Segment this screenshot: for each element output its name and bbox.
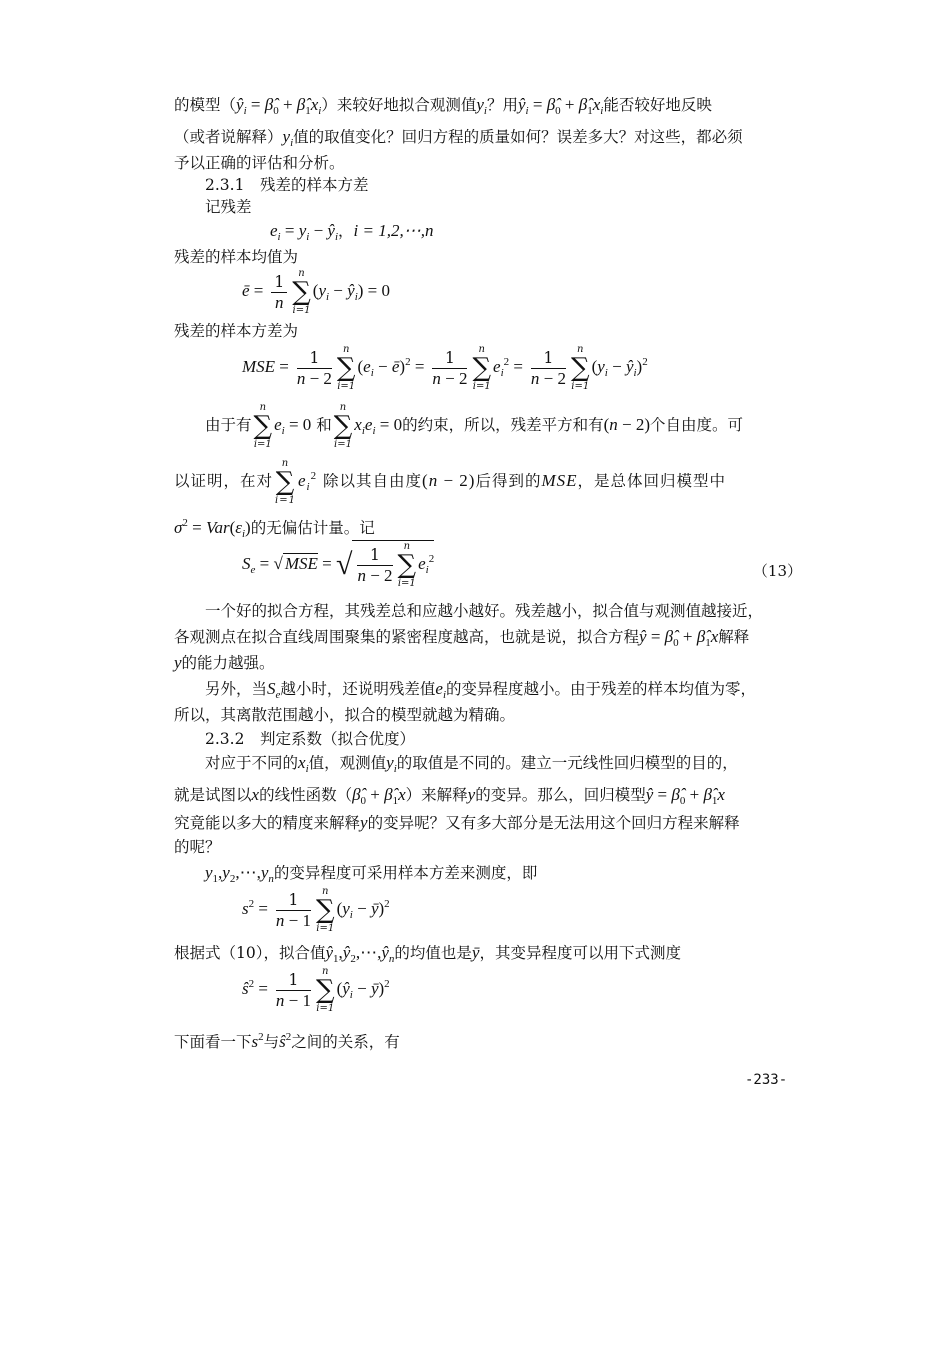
text-fragment: ）来较好地拟合观测值 xyxy=(321,96,477,114)
math-inline: $ŷ_i$ = $\betâ_0$ + $\betâ_1x_i$ xyxy=(236,95,322,117)
text-fragment: 另外，当 xyxy=(205,680,268,698)
text-fragment: 的取值是不同的。建立一元线性回归模型的目的， xyxy=(396,754,738,772)
text-line: 所以，其离散范围越小，拟合的模型就越为精确。 xyxy=(174,706,516,724)
text-line: 由于有 n ∑ i=1 $e_i = 0$ 和 n ∑ i=1 $x_ie_i = 0$的约束，所以，残差平方和有(n − 2)个自由度。可 xyxy=(205,402,744,450)
text-line: 的呢？ xyxy=(174,838,221,856)
text-fragment: 究竟能以多大的精度来解释 xyxy=(174,814,361,832)
text-fragment: ，是总体回归模型中 xyxy=(577,472,727,490)
text-line: $\sigma^2 = Var(\varepsilon_i)$的无偏估计量。记 xyxy=(174,517,375,540)
text-fragment: 根据式（10），拟合值 xyxy=(174,944,326,962)
text-line: $y_1,y_2,\cdots,y_n$的变异程度可采用样本方差来测度，即 xyxy=(205,863,538,885)
text-fragment: 除以其自由度 xyxy=(323,472,423,490)
text-fragment: ）来解释 xyxy=(405,786,468,804)
text-fragment: 以证明，在对 xyxy=(174,472,274,490)
text-line: 一个好的拟合方程，其残差总和应越小越好。残差越小，拟合值与观测值越接近， xyxy=(205,602,764,620)
text-line: 残差的样本方差为 xyxy=(174,322,299,340)
text-line: 另外，当$S_e$越小时，还说明残差值$e_i$的变异程度越小。由于残差的样本均值为零， xyxy=(205,679,757,701)
text-line xyxy=(174,126,804,154)
text-line: 究竟能以多大的精度来解释y的变异呢？又有多大部分是无法用这个回归方程来解释 xyxy=(174,813,740,832)
equation-residual: $e_i = y_i$ − $ŷ_i$，i = 1,2,⋯,n xyxy=(270,221,434,243)
text-fragment: ？用 xyxy=(486,96,518,114)
text-fragment: 下面看一下 xyxy=(174,1033,252,1051)
text-line: 以证明，在对 n ∑ i=1 $e_i^2$ 除以其自由度(n − 2)后得到的MSE，是总体回归模型中 xyxy=(174,458,727,506)
text-fragment: 的变异呢？又有多大部分是无法用这个回归方程来解释 xyxy=(367,814,740,832)
text-fragment: 个自由度。可 xyxy=(650,416,744,434)
text-fragment: 的变异。那么，回归模型 xyxy=(475,786,646,804)
text-fragment: 的约束，所以，残差平方和有 xyxy=(402,416,604,434)
equation-mean: ē = $\frac{1}{n}$ n ∑ i=1 ($y_i$ − $ŷ_i) = 0$ xyxy=(242,268,390,316)
text-fragment: 值的取值变化？回归方程的质量如何？误差多大？对这些，都必须 xyxy=(293,128,743,146)
text-fragment: 能否较好地反映 xyxy=(603,96,712,114)
text-fragment: 的变异程度越小。由于残差的样本均值为零， xyxy=(446,680,757,698)
equation-number: （13） xyxy=(752,562,802,580)
text-fragment: 和 xyxy=(316,416,332,434)
math-inline: $y_i$ xyxy=(476,95,487,117)
text-fragment: 的无偏估计量。记 xyxy=(250,519,375,537)
text-fragment: 的均值也是 xyxy=(394,944,472,962)
text-fragment: 就是试图以 xyxy=(174,786,252,804)
text-fragment: 的变异程度可采用样本方差来测度，即 xyxy=(273,864,538,882)
text-line xyxy=(174,94,804,122)
text-fragment: 的模型（ xyxy=(174,96,237,114)
equation-shat2: $ŝ^2$ = $\frac{1}{n - 1}$ n ∑ i=1 ($ŷ_i$ − ȳ)$^2$ xyxy=(242,966,390,1014)
text-line: 记残差 xyxy=(205,198,252,216)
equation-mse: MSE = $\frac{1}{n - 2}$ n ∑ i=1 ($e_i$ − ē)$^2$ = $\frac{1}{n - 2}$ n ∑ i=1 $e_i^2$ = $\frac{1}{n - 2}$ n ∑ i=1 ($y_i$ − $ŷ_i)^2$ xyxy=(242,344,648,392)
text-line: 各观测点在拟合直线周围聚集的紧密程度越高，也就是说，拟合方程ŷ = $\betâ_0$ + $\betâ_1x$解释 xyxy=(174,627,750,649)
text-fragment: 与 xyxy=(263,1033,280,1051)
text-line: 予以正确的评估和分析。 xyxy=(174,154,345,172)
text-line: 就是试图以x的线性函数（$\betâ_0$ + $\betâ_1x$）来解释y的变异。那么，回归模型ŷ = $\betâ_0$ + $\betâ_1x$ xyxy=(174,785,725,807)
text-fragment: （或者说解释） xyxy=(174,128,283,146)
text-fragment: 之间的关系，有 xyxy=(291,1033,400,1051)
text-fragment: 后得到的 xyxy=(475,472,542,490)
text-fragment: ，其变异程度可以用下式测度 xyxy=(479,944,681,962)
text-line: 对应于不同的$x_i$值，观测值$y_i$的取值是不同的。建立一元线性回归模型的目的， xyxy=(205,753,738,775)
math-inline: $ŷ_i$ = $\betâ_0$ + $\betâ_1x_i$ xyxy=(518,95,604,117)
equation-13: $S_e$ = √ MSE = √ $\frac{1}{n - 2}$ n ∑ i=1 $e_i^2$ xyxy=(242,541,435,589)
text-line: 下面看一下$s^2$与$ŝ^2$之间的关系，有 xyxy=(174,1031,400,1051)
text-fragment: 各观测点在拟合直线周围聚集的紧密程度越高，也就是说，拟合方程 xyxy=(174,628,640,646)
text-line: y的能力越强。 xyxy=(174,653,275,672)
math-inline: $y_i$ xyxy=(282,127,294,149)
text-fragment: 对应于不同的 xyxy=(205,754,299,772)
text-fragment: 越小时，还说明残差值 xyxy=(280,680,436,698)
text-line: 残差的样本均值为 xyxy=(174,248,299,266)
text-fragment: 解释 xyxy=(718,628,750,646)
page-number: -233- xyxy=(745,1072,788,1088)
text-fragment: 的线性函数（ xyxy=(259,786,353,804)
text-fragment: 值，观测值 xyxy=(308,754,387,772)
equation-s2: $s^2$ = $\frac{1}{n - 1}$ n ∑ i=1 ($y_i$ − ȳ)$^2$ xyxy=(242,886,390,934)
text-line: 根据式（10），拟合值$ŷ_1,ŷ_2,\cdots,ŷ_n$的均值也是ȳ，其变异程度可以用下式测度 xyxy=(174,943,681,965)
text-fragment: 由于有 xyxy=(205,416,252,434)
section-heading: 2.3.1 残差的样本方差 xyxy=(205,176,369,194)
section-heading: 2.3.2 判定系数（拟合优度） xyxy=(205,730,415,748)
index-range: i = 1,2,⋯,n xyxy=(353,221,434,240)
text-fragment: 的能力越强。 xyxy=(181,654,275,672)
